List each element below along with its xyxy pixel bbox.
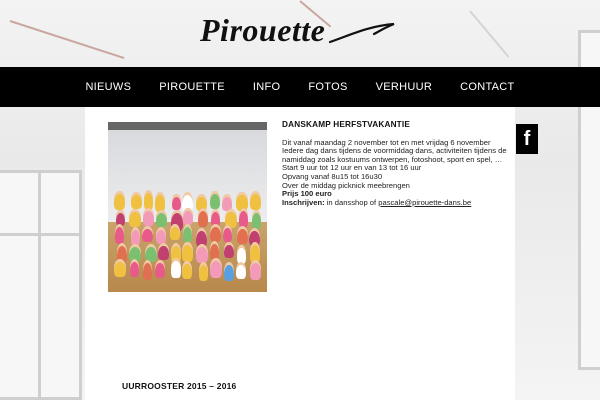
article-line: Start 9 uur tot 12 uur en van 13 tot 16 uur bbox=[282, 163, 422, 173]
site-logo[interactable] bbox=[200, 12, 400, 52]
photo-child bbox=[239, 208, 248, 228]
nav-item-info[interactable]: INFO bbox=[252, 81, 281, 93]
nav-item-contact[interactable]: CONTACT bbox=[460, 81, 515, 93]
facebook-icon[interactable]: f bbox=[516, 124, 538, 154]
photo-child bbox=[183, 208, 194, 224]
photo-child bbox=[224, 262, 233, 282]
nav-item-verhuur[interactable]: VERHUUR bbox=[375, 81, 433, 93]
photo-child bbox=[115, 224, 125, 244]
article-line: Dit vanaf maandag 2 november tot en met vrijdag 6 november bbox=[282, 137, 491, 147]
photo-child bbox=[210, 224, 221, 241]
schedule-title: UURROOSTER 2015 – 2016 bbox=[122, 381, 237, 391]
photo-child bbox=[155, 192, 165, 211]
photo-child bbox=[158, 243, 168, 259]
photo-child bbox=[170, 224, 179, 240]
register-label: Inschrijven: bbox=[282, 197, 325, 207]
background-beam bbox=[469, 10, 509, 57]
photo-child bbox=[236, 262, 246, 280]
article-line: Over de middag picknick meebrengen bbox=[282, 180, 410, 190]
article-line: Opvang vanaf 8u15 tot 16u30 bbox=[282, 171, 383, 181]
photo-child bbox=[252, 210, 261, 230]
photo-child bbox=[198, 208, 208, 227]
photo-child bbox=[196, 244, 208, 263]
background-beam bbox=[10, 20, 125, 59]
photo-child bbox=[142, 226, 152, 242]
article-line: Iedere dag dans tijdens de voormiddag dans, activiteiten tijdens de namiddag zoals kostuums ontwerpen, fotoshoot, sport en spel, … bbox=[282, 146, 507, 164]
news-article bbox=[282, 121, 507, 207]
photo-child bbox=[156, 227, 166, 244]
nav-item-pirouette[interactable]: PIROUETTE bbox=[159, 81, 225, 93]
photo-child bbox=[210, 258, 222, 278]
photo-child bbox=[224, 242, 235, 258]
main-nav bbox=[0, 67, 600, 107]
logo-text: Pirouette bbox=[200, 12, 326, 48]
background-window bbox=[0, 170, 82, 400]
photo-ceiling bbox=[108, 122, 267, 130]
photo-child bbox=[250, 191, 261, 210]
photo-child bbox=[155, 260, 164, 278]
dance-camp-photo[interactable] bbox=[108, 122, 267, 292]
article-title: DANSKAMP HERFSTVAKANTIE bbox=[282, 120, 411, 129]
register-text: in dansshop of bbox=[324, 197, 379, 207]
photo-child bbox=[130, 259, 140, 277]
content-panel bbox=[85, 107, 515, 400]
photo-child bbox=[129, 209, 141, 227]
photo-child bbox=[131, 192, 142, 208]
article-price: Prijs 100 euro bbox=[282, 189, 332, 199]
register-email-link[interactable]: pascale@pirouette-dans.be bbox=[378, 197, 472, 207]
photo-child bbox=[114, 191, 124, 210]
photo-child bbox=[210, 241, 220, 260]
photo-child bbox=[210, 191, 220, 210]
photo-child bbox=[114, 259, 126, 278]
photo-child bbox=[182, 242, 194, 262]
photo-child bbox=[172, 194, 182, 210]
photo-child bbox=[199, 262, 209, 281]
article-register bbox=[282, 199, 507, 208]
photo-child bbox=[237, 226, 248, 244]
nav-item-nieuws[interactable]: NIEUWS bbox=[85, 81, 132, 93]
photo-child bbox=[250, 260, 261, 280]
photo-child bbox=[182, 261, 192, 279]
nav-item-fotos[interactable]: FOTOS bbox=[308, 81, 348, 93]
photo-child bbox=[143, 208, 155, 226]
photo-child bbox=[171, 258, 180, 278]
logo-swash-icon bbox=[328, 20, 398, 50]
photo-child bbox=[183, 224, 192, 242]
photo-child bbox=[143, 260, 152, 280]
photo-child bbox=[156, 210, 167, 227]
photo-child bbox=[223, 225, 232, 241]
